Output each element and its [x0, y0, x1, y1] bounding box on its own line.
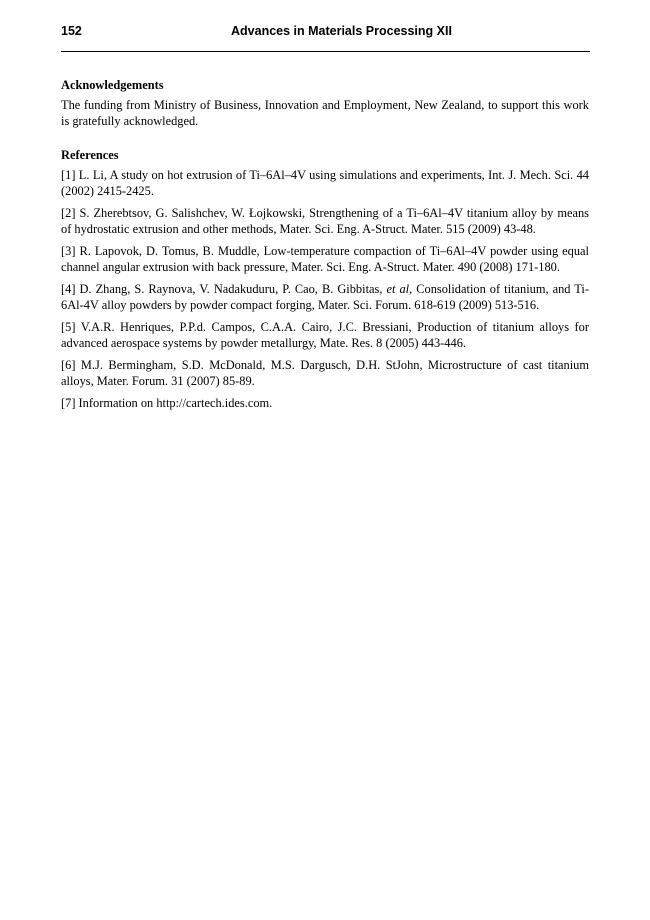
running-title: Advances in Materials Processing XII — [231, 24, 452, 38]
acknowledgements-text: The funding from Ministry of Business, Innovation and Employment, New Zealand, to support this work is gratefully acknowledged. — [61, 98, 589, 128]
acknowledgements-heading: Acknowledgements — [61, 78, 164, 92]
reference-4-authors: [4] D. Zhang, S. Raynova, V. Nadakuduru, P. Cao, B. Gibbitas — [61, 282, 380, 296]
reference-item-1: [1] L. Li, A study on hot extrusion of Ti–6Al–4V using simulations and experiments, Int. J. Mech. Sci. 44 (2002) 2415-2425. — [61, 168, 589, 198]
reference-item-4 — [61, 281, 589, 313]
header-rule — [61, 51, 590, 52]
reference-4-details: , Consolidation of titanium, and Ti-6Al-4V alloy powders by powder compact forging, Mater. Sci. Forum. 618-619 (2009) 513-516. — [61, 282, 590, 312]
page-header — [61, 22, 589, 42]
reference-item-3: [3] R. Lapovok, D. Tomus, B. Muddle, Low-temperature compaction of Ti–6Al–4V powder using equal channel angular extrusion with back pressure, Mater. Sci. Eng. A-Struct. Mater. 490 (2008) 171-180. — [61, 244, 589, 274]
page-number: 152 — [61, 24, 82, 38]
references-heading: References — [61, 148, 119, 162]
reference-item-2: [2] S. Zherebtsov, G. Salishchev, W. Łojkowski, Strengthening of a Ti–6Al–4V titanium alloy by means of hydrostatic extrusion and other methods, Mater. Sci. Eng. A-Struct. Mater. 515 (2009) 43-48. — [61, 206, 589, 236]
reference-item-6: [6] M.J. Bermingham, S.D. McDonald, M.S. Dargusch, D.H. StJohn, Microstructure of cast titanium alloys, Mater. Forum. 31 (2007) 85-89. — [61, 358, 589, 388]
reference-item-5: [5] V.A.R. Henriques, P.P.d. Campos, C.A.A. Cairo, J.C. Bressiani, Production of titanium alloys for advanced aerospace systems by powder metallurgy, Mate. Res. 8 (2005) 443-446. — [61, 320, 589, 350]
reference-item-7: [7] Information on http://cartech.ides.com. — [61, 396, 273, 410]
page-content — [61, 77, 589, 417]
reference-4-et-al: , et al — [379, 282, 410, 296]
